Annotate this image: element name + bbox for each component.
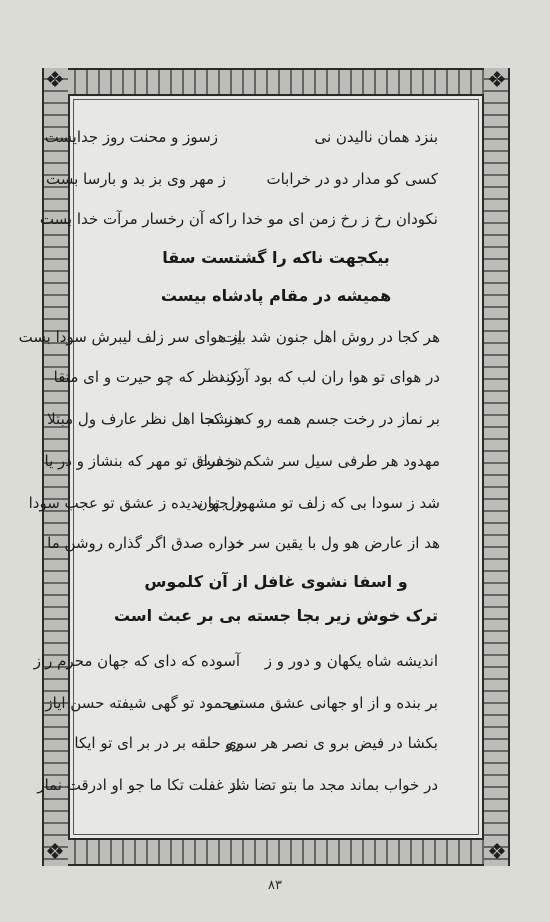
section-heading: ترک خوش زیر بجا جسته بی بر عبث است bbox=[113, 606, 439, 625]
verse-right-hemistich: مهدود هر طرفی سیل سر شکم نخست bbox=[196, 452, 440, 470]
verse-right-hemistich: شد ز سودا بی که زلف تو مشهور جهان bbox=[196, 494, 440, 512]
verse-left-hemistich: رو حلقه بر در بر ای تو ایکا bbox=[74, 734, 240, 752]
verse-left-hemistich: در ره صدق اگر گذاره روشن ما bbox=[47, 534, 242, 552]
verse-left-hemistich: دل تو بدیده ز عشق تو عجب سودا bbox=[28, 494, 242, 512]
verse-right-hemistich: هر کجا در روش اهل جنون شد بیت bbox=[222, 328, 440, 346]
verse-left-hemistich: هر کجا اهل نظر عارف ول مبتلا bbox=[47, 410, 242, 428]
verse-left-hemistich: از هوای سر زلف لیبرش سودا بست bbox=[18, 328, 242, 346]
ornamental-border-right bbox=[484, 68, 510, 866]
verse-left-hemistich: که آن رخسار مرآت خدا بست bbox=[39, 210, 224, 228]
corner-ornament-icon: ❖ bbox=[45, 68, 65, 93]
verse-left-hemistich: آسوده که دای که جهان محرم راز bbox=[33, 652, 240, 670]
verse-right-hemistich: نکودان رخ ز رخ زمن ای مو خدا را bbox=[225, 210, 438, 228]
verse-left-hemistich: از غفلت تکا ما جو او ادرقت نماز bbox=[37, 776, 240, 794]
corner-ornament-icon: ❖ bbox=[45, 840, 65, 865]
section-heading: و اسفا نشوی غافل از آن کلموس bbox=[144, 572, 408, 591]
verse-left-hemistich: در فراق تو مهر که بنشاز و در یا bbox=[44, 452, 242, 470]
verse-right-hemistich: بر نماز در رخت جسم همه رو که نشت bbox=[200, 410, 440, 428]
verse-left-hemistich: ز مهر وی بز بد و بارسا بست bbox=[46, 170, 226, 188]
section-heading: همیشه در مقام پادشاه بیست bbox=[160, 286, 392, 305]
verse-right-hemistich: در خواب بماند مجد ما بتو تضا شد bbox=[229, 776, 438, 794]
verse-left-hemistich: زسوز و محنت روز جدایست bbox=[44, 128, 218, 146]
verse-left-hemistich: در نظر که چو حیرت و ای متقا bbox=[53, 368, 242, 386]
verse-right-hemistich: در هوای تو هوا ران لب که بود آرکند bbox=[218, 368, 440, 386]
verse-right-hemistich: اندیشه شاه یکهان و دور و ز bbox=[264, 652, 438, 670]
corner-ornament-icon: ❖ bbox=[487, 840, 507, 865]
verse-left-hemistich: محمود تو گهی شیفته حسن ایاز bbox=[45, 694, 240, 712]
page-number: ۸۳ bbox=[268, 878, 282, 893]
verse-right-hemistich: کسی کو مدار دو در خرابات bbox=[266, 170, 438, 188]
verse-right-hemistich: هد از عارض هو ول با یقین سر خدا bbox=[223, 534, 440, 552]
verse-right-hemistich: بنزد همان نالیدن نی bbox=[314, 128, 438, 146]
corner-ornament-icon: ❖ bbox=[487, 68, 507, 93]
verse-right-hemistich: بکشا در فیض برو ی نصر هر سوی bbox=[225, 734, 438, 752]
verse-right-hemistich: بر بنده و از او جهانی عشق مستی bbox=[226, 694, 438, 712]
section-heading: بیکجهت ناکه را گشتست سقا bbox=[162, 248, 390, 267]
